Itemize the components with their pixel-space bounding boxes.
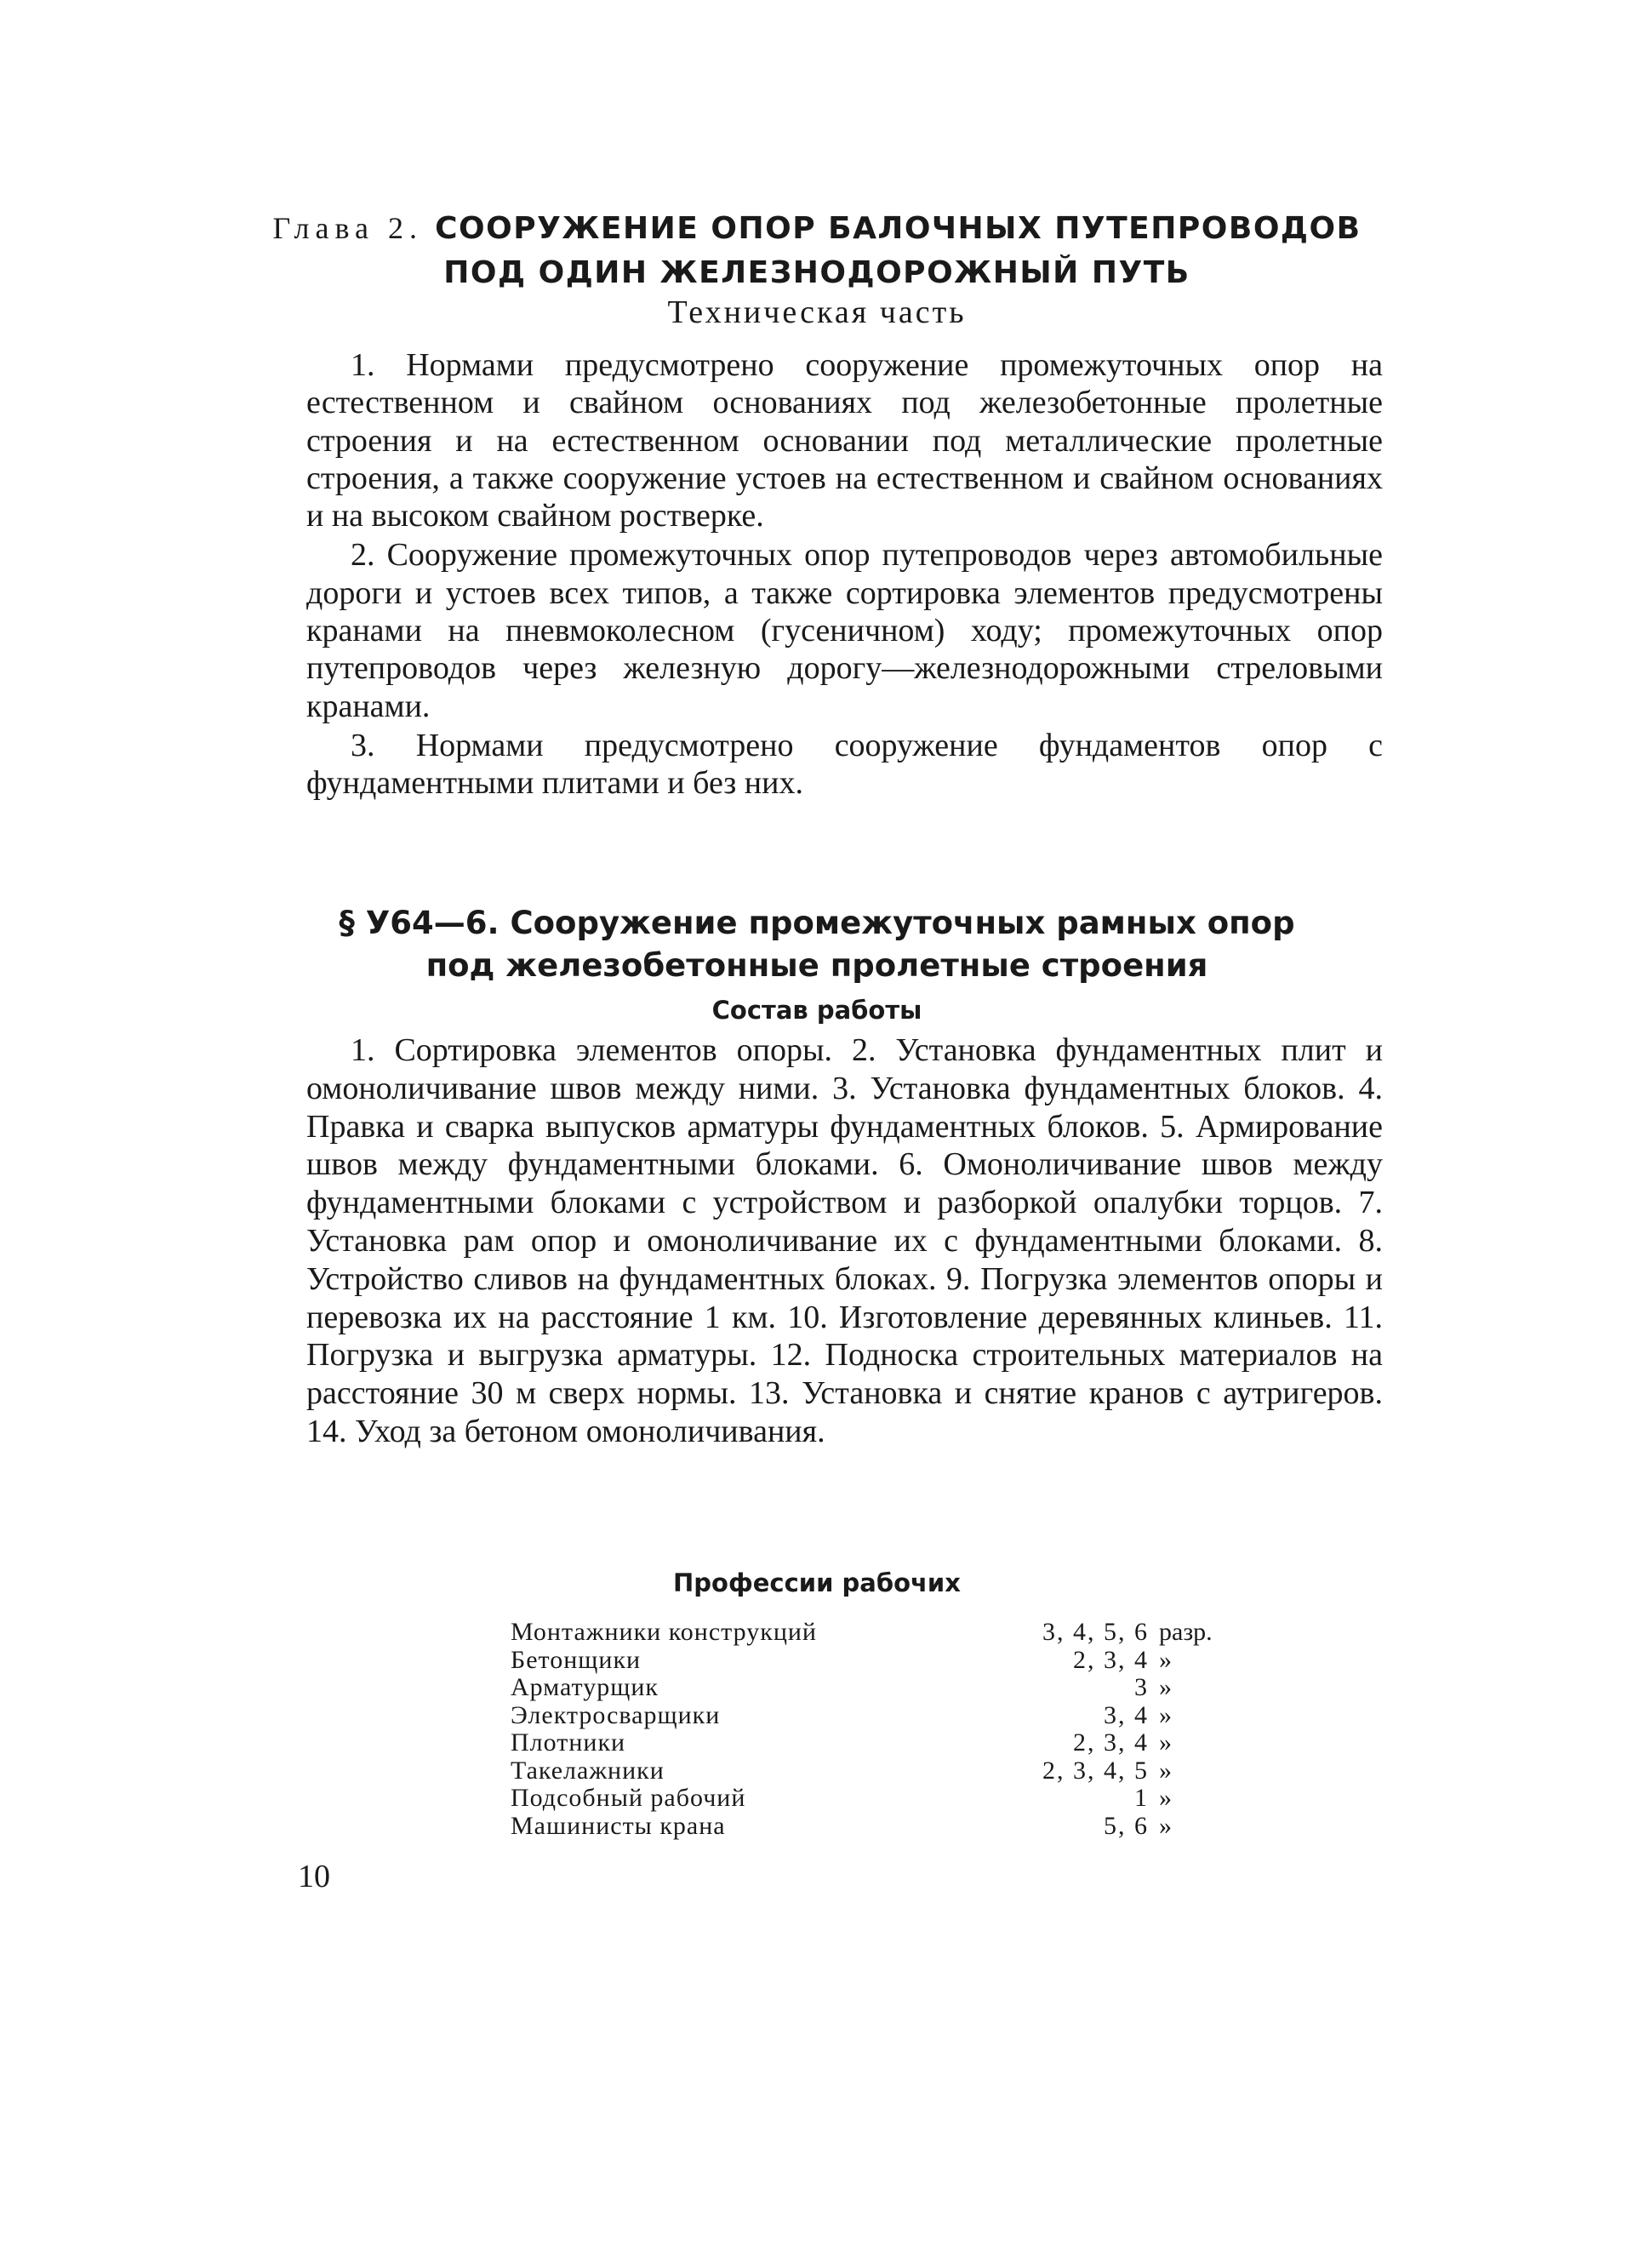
profession-name: Такелажники bbox=[511, 1756, 665, 1785]
page-number: 10 bbox=[298, 1859, 330, 1894]
profession-row bbox=[511, 1813, 1236, 1841]
profession-name: Машинисты крана bbox=[511, 1811, 726, 1840]
professions-heading: Профессии рабочих bbox=[673, 1568, 961, 1597]
profession-grades: 3, 4 bbox=[1104, 1700, 1149, 1729]
profession-grades: 2, 3, 4 bbox=[1073, 1645, 1149, 1674]
profession-row bbox=[511, 1757, 1236, 1785]
profession-unit: » bbox=[1159, 1784, 1172, 1812]
profession-row bbox=[511, 1729, 1236, 1757]
technical-part-title: Техническая часть bbox=[667, 294, 967, 330]
profession-name: Арматурщик bbox=[511, 1673, 659, 1701]
section-heading-line2: под железобетонные пролетные строения bbox=[425, 947, 1208, 984]
profession-row bbox=[511, 1702, 1236, 1730]
technical-paragraph: 1. Нормами предусмотрено сооружение промежуточных опор на естественном и свайном основаниях под железобетонные пролетные строения и на естественном основании под металлические пролетные строения, а также сооружение устоев на естественном и свайном основаниях и на высоком свайном ростверке. bbox=[306, 347, 1383, 534]
profession-unit: » bbox=[1159, 1645, 1172, 1674]
professions-table bbox=[511, 1619, 1236, 1840]
profession-grades: 2, 3, 4, 5 bbox=[1042, 1756, 1149, 1785]
profession-grades: 5, 6 bbox=[1104, 1811, 1149, 1840]
profession-name: Монтажники конструкций bbox=[511, 1618, 817, 1646]
profession-unit: » bbox=[1159, 1700, 1172, 1729]
profession-row bbox=[511, 1674, 1236, 1702]
profession-grades: 3, 4, 5, 6 bbox=[1042, 1618, 1149, 1646]
chapter-title-line1: СООРУЖЕНИЕ ОПОР БАЛОЧНЫХ ПУТЕПРОВОДОВ bbox=[435, 211, 1362, 246]
profession-unit: разр. bbox=[1159, 1618, 1213, 1646]
work-composition-heading: Состав работы bbox=[711, 996, 922, 1025]
section-heading bbox=[255, 902, 1379, 987]
technical-paragraph: 3. Нормами предусмотрено сооружение фундаментов опор с фундаментными плитами и без них. bbox=[306, 727, 1383, 802]
profession-name: Плотники bbox=[511, 1728, 626, 1757]
profession-name: Электросварщики bbox=[511, 1700, 721, 1729]
profession-grades: 3 bbox=[1134, 1673, 1149, 1701]
profession-row bbox=[511, 1647, 1236, 1675]
chapter-title-line2: ПОД ОДИН ЖЕЛЕЗНОДОРОЖНЫЙ ПУТЬ bbox=[443, 255, 1190, 290]
profession-grades: 2, 3, 4 bbox=[1073, 1728, 1149, 1757]
profession-row bbox=[511, 1785, 1236, 1813]
chapter-heading bbox=[255, 206, 1379, 295]
profession-name: Подсобный рабочий bbox=[511, 1784, 746, 1812]
section-heading-line1: § У64—6. Сооружение промежуточных рамных опор bbox=[339, 905, 1295, 941]
profession-unit: » bbox=[1159, 1673, 1172, 1701]
profession-unit: » bbox=[1159, 1728, 1172, 1757]
technical-paragraph: 2. Сооружение промежуточных опор путепроводов через автомобильные дороги и устоев всех типов, а также сортировка элементов предусмотрены кранами на пневмоколесном (гусеничном) ходу; промежуточных опор путепроводов через железную дорогу—железнодорожными стреловыми кранами. bbox=[306, 537, 1383, 724]
profession-unit: » bbox=[1159, 1811, 1172, 1840]
technical-part-text bbox=[306, 346, 1383, 804]
profession-grades: 1 bbox=[1134, 1784, 1149, 1812]
chapter-label: Глава 2. bbox=[272, 211, 424, 245]
work-composition-text bbox=[306, 1031, 1383, 1453]
profession-unit: » bbox=[1159, 1756, 1172, 1785]
work-composition-paragraph: 1. Сортировка элементов опоры. 2. Установка фундаментных плит и омоноличивание швов между ними. 3. Установка фундаментных блоков. 4. Правка и сварка выпусков арматуры фундаментных блоков. 5. Армирование швов между фундаментными блоками. 6. Омоноличивание швов между фундаментными блоками с устройством и разборкой опалубки торцов. 7. Установка рам опор и омоноличивание их с фундаментными блоками. 8. Устройство сливов на фундаментных блоках. 9. Погрузка элементов опоры и перевозка их на расстояние 1 км. 10. Изготовление деревянных клиньев. 11. Погрузка и выгрузка арматуры. 12. Подноска строительных материалов на расстояние 30 м сверх нормы. 13. Установка и снятие кранов с аутригеров. 14. Уход за бетоном омоноличивания. bbox=[306, 1032, 1383, 1449]
chapter-heading-line1 bbox=[255, 206, 1379, 251]
profession-row bbox=[511, 1619, 1236, 1647]
profession-name: Бетонщики bbox=[511, 1645, 642, 1674]
